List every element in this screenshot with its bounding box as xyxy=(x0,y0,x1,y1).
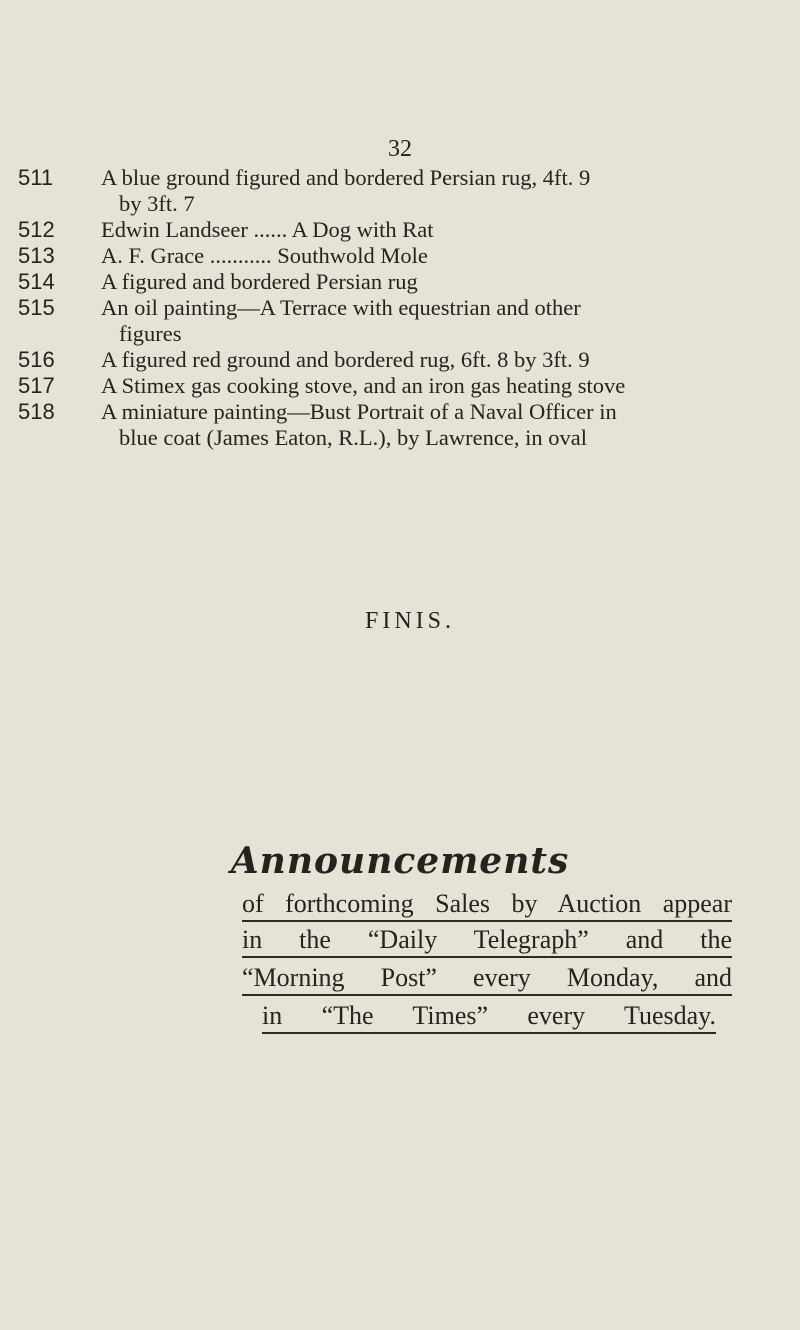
lot-item xyxy=(0,269,800,295)
page-number: 32 xyxy=(388,136,412,162)
announcement-line: of forthcoming Sales by Auction appear xyxy=(242,888,732,922)
lot-line: A blue ground figured and bordered Persian rug, 4ft. 9 xyxy=(101,165,591,190)
lot-item xyxy=(0,243,800,269)
lot-number: 511 xyxy=(18,165,54,190)
lot-item xyxy=(0,399,800,451)
lot-item xyxy=(0,373,800,399)
lot-list xyxy=(0,165,800,451)
lot-number: 515 xyxy=(18,295,55,320)
lot-description xyxy=(101,243,791,269)
announcement-line: in the “Daily Telegraph” and the xyxy=(242,924,732,958)
announcements-title: Announcements xyxy=(230,840,570,882)
lot-line: figures xyxy=(119,321,182,346)
lot-line: Edwin Landseer ...... A Dog with Rat xyxy=(101,217,434,242)
lot-description xyxy=(101,347,791,373)
lot-line: A figured and bordered Persian rug xyxy=(101,269,418,294)
lot-number: 516 xyxy=(18,347,55,372)
lot-description xyxy=(101,373,791,399)
lot-number: 517 xyxy=(18,373,55,398)
lot-item xyxy=(0,217,800,243)
lot-item xyxy=(0,165,800,217)
lot-line: blue coat (James Eaton, R.L.), by Lawrence, in oval xyxy=(119,425,587,450)
announcement-line: in “The Times” every Tuesday. xyxy=(262,1000,716,1034)
lot-line: A figured red ground and bordered rug, 6ft. 8 by 3ft. 9 xyxy=(101,347,590,372)
lot-line: A Stimex gas cooking stove, and an iron gas heating stove xyxy=(101,373,626,398)
lot-number: 518 xyxy=(18,399,55,424)
lot-description xyxy=(101,399,791,451)
lot-item xyxy=(0,295,800,347)
lot-number: 514 xyxy=(18,269,55,294)
lot-line: A. F. Grace ........... Southwold Mole xyxy=(101,243,428,268)
lot-description xyxy=(101,217,791,243)
finis-heading: FINIS. xyxy=(364,608,455,634)
lot-description xyxy=(101,269,791,295)
lot-number: 513 xyxy=(18,243,55,268)
lot-line: An oil painting—A Terrace with equestrian and other xyxy=(101,295,581,320)
lot-line: A miniature painting—Bust Portrait of a Naval Officer in xyxy=(101,399,617,424)
lot-number: 512 xyxy=(18,217,55,242)
lot-description xyxy=(101,295,791,347)
announcement-line: “Morning Post” every Monday, and xyxy=(242,962,732,996)
lot-line: by 3ft. 7 xyxy=(119,191,195,216)
lot-description xyxy=(101,165,791,217)
lot-item xyxy=(0,347,800,373)
